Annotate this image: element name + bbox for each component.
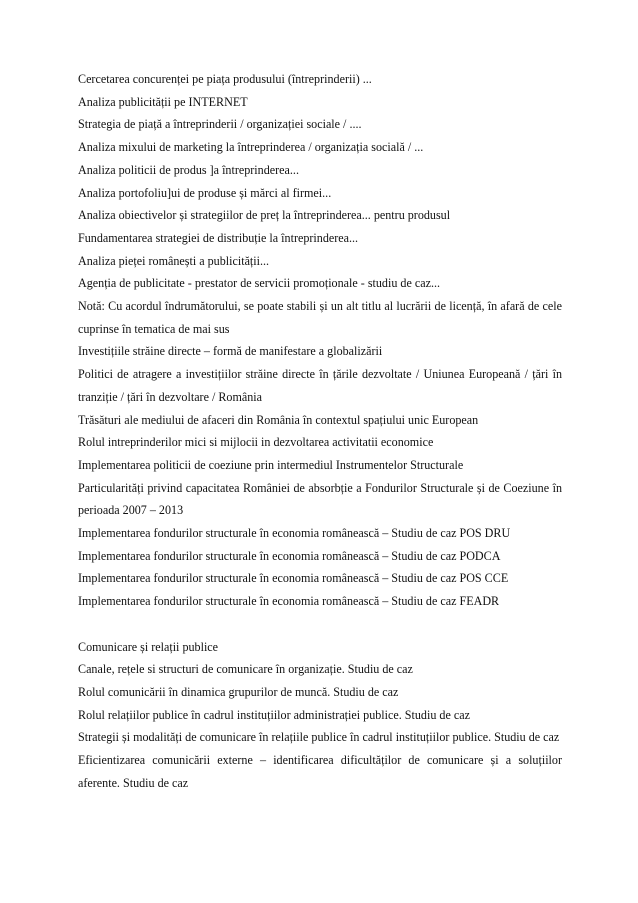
- topic-line: Analiza politicii de produs ]a întreprinderea...: [78, 162, 299, 177]
- topic-line: Rolul intreprinderilor mici si mijlocii in dezvoltarea activitatii economice: [78, 435, 434, 450]
- topic-line: Analiza mixului de marketing la întreprinderea / organizația socială / ...: [78, 140, 424, 155]
- topic-line: Fundamentarea strategiei de distribuție la întreprinderea...: [78, 230, 359, 245]
- topic-line: Analiza publicității pe INTERNET: [78, 94, 248, 109]
- topic-line: Canale, rețele si structuri de comunicare în organizație. Studiu de caz: [78, 662, 413, 677]
- topic-line: Strategii și modalități de comunicare în relațiile publice în cadrul instituțiilor publice. Studiu de caz: [78, 730, 560, 745]
- topic-line: Implementarea fondurilor structurale în economia românească – Studiu de caz PODCA: [78, 548, 501, 563]
- topic-line: Analiza pieței românești a publicității...: [78, 253, 270, 268]
- topic-line: Rolul relațiilor publice în cadrul instituțiilor administrației publice. Studiu de caz: [78, 707, 470, 722]
- section-heading: Comunicare și relații publice: [78, 639, 219, 654]
- topic-line: Agenția de publicitate - prestator de servicii promoționale - studiu de caz...: [78, 276, 441, 291]
- topic-line: Analiza portofoliu]ui de produse și mărci al firmei...: [78, 185, 332, 200]
- topic-line: Implementarea fondurilor structurale în economia românească – Studiu de caz FEADR: [78, 594, 500, 609]
- topic-line: Implementarea fondurilor structurale în economia românească – Studiu de caz POS CCE: [78, 571, 509, 586]
- topic-line: Particularități privind capacitatea României de absorbție a Fondurilor Structurale și de Coeziune în perioada 2007 – 2013: [78, 480, 562, 518]
- topic-line: Strategia de piață a întreprinderii / organizației sociale / ....: [78, 117, 362, 132]
- topic-line: Rolul comunicării în dinamica grupurilor de muncă. Studiu de caz: [78, 684, 399, 699]
- topic-line: Implementarea politicii de coeziune prin intermediul Instrumentelor Structurale: [78, 457, 464, 472]
- document-body: [78, 68, 562, 794]
- note-paragraph: Notă: Cu acordul îndrumătorului, se poate stabili și un alt titlu al lucrării de licență, în afară de cele cuprinse în tematica de mai sus: [78, 299, 562, 336]
- topic-line: Trăsături ale mediului de afaceri din România în contextul spațiului unic European: [78, 412, 479, 427]
- section-spacer: [78, 613, 562, 636]
- topic-line: Eficientizarea comunicării externe – identificarea dificultăților de comunicare și a soluțiilor aferente. Studiu de caz: [78, 753, 562, 790]
- topic-line: Cercetarea concurenței pe piața produsului (întreprinderii) ...: [78, 72, 372, 86]
- topic-line: Investițiile străine directe – formă de manifestare a globalizării: [78, 344, 383, 359]
- topic-line: Implementarea fondurilor structurale în economia românească – Studiu de caz POS DRU: [78, 526, 511, 541]
- topic-line: Analiza obiectivelor și strategiilor de preț la întreprinderea... pentru produsul: [78, 208, 451, 223]
- topic-line: Politici de atragere a investițiilor străine directe în țările dezvoltate / Uniunea Europeană / țări în tranziție / țări în dezvoltare / România: [78, 367, 562, 404]
